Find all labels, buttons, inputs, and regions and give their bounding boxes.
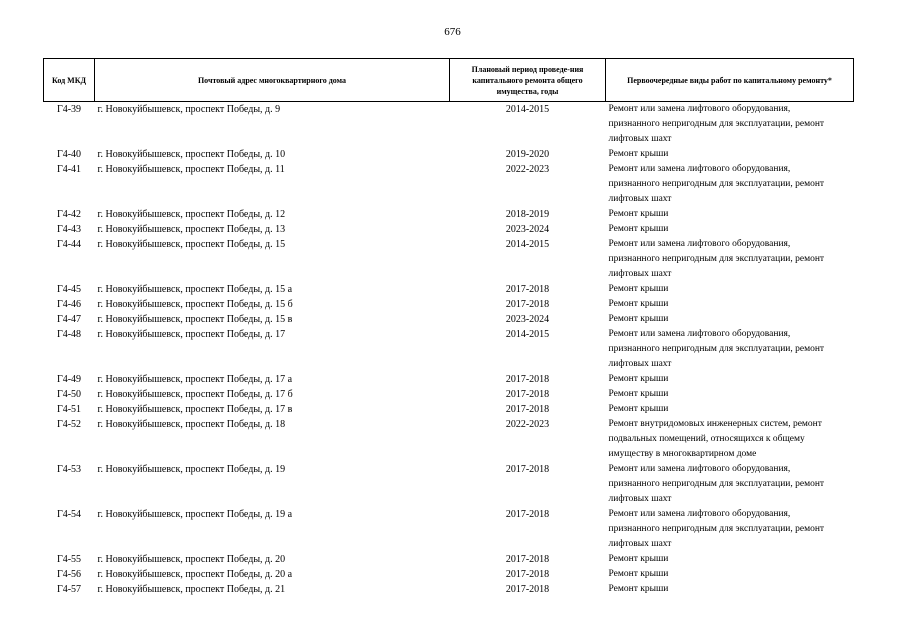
- row-works: Ремонт крыши: [608, 299, 669, 309]
- row-address: г. Новокуйбышевск, проспект Победы, д. 19 а: [97, 509, 293, 520]
- row-period: 2014-2015: [505, 104, 550, 115]
- table-row: [44, 327, 854, 372]
- row-code: Г4-50: [56, 389, 82, 400]
- row-works: Ремонт или замена лифтового оборудования, признанного непригодным для эксплуатации, ремонт лифтовых шахт: [608, 464, 825, 504]
- table-row: [44, 372, 854, 387]
- row-address: г. Новокуйбышевск, проспект Победы, д. 17 а: [97, 374, 293, 385]
- row-works: Ремонт крыши: [608, 314, 669, 324]
- row-code: Г4-53: [56, 464, 82, 475]
- table-row: [44, 507, 854, 552]
- row-code: Г4-48: [56, 329, 82, 340]
- row-code: Г4-51: [56, 404, 82, 415]
- row-code: Г4-49: [56, 374, 82, 385]
- row-code: Г4-46: [56, 299, 82, 310]
- row-period: 2017-2018: [505, 584, 550, 595]
- row-works: Ремонт крыши: [608, 569, 669, 579]
- table-body: [44, 102, 854, 598]
- row-address: г. Новокуйбышевск, проспект Победы, д. 15 в: [97, 314, 293, 325]
- row-works: Ремонт крыши: [608, 149, 669, 159]
- row-period: 2017-2018: [505, 284, 550, 295]
- row-works: Ремонт крыши: [608, 554, 669, 564]
- row-code: Г4-57: [56, 584, 82, 595]
- row-period: 2018-2019: [505, 209, 550, 220]
- table-row: [44, 387, 854, 402]
- row-works: Ремонт или замена лифтового оборудования, признанного непригодным для эксплуатации, ремонт лифтовых шахт: [608, 509, 825, 549]
- row-code: Г4-42: [56, 209, 82, 220]
- table-row: [44, 147, 854, 162]
- row-period: 2017-2018: [505, 509, 550, 520]
- row-works: Ремонт крыши: [608, 404, 669, 414]
- table-row: [44, 312, 854, 327]
- table-row: [44, 402, 854, 417]
- row-address: г. Новокуйбышевск, проспект Победы, д. 12: [97, 209, 286, 220]
- row-period: 2022-2023: [505, 419, 550, 430]
- row-code: Г4-55: [56, 554, 82, 565]
- table-row: [44, 222, 854, 237]
- row-address: г. Новокуйбышевск, проспект Победы, д. 17 в: [97, 404, 293, 415]
- row-works: Ремонт крыши: [608, 209, 669, 219]
- table-row: [44, 162, 854, 207]
- table-row: [44, 567, 854, 582]
- row-address: г. Новокуйбышевск, проспект Победы, д. 11: [97, 164, 285, 175]
- row-address: г. Новокуйбышевск, проспект Победы, д. 9: [97, 104, 281, 115]
- header-period: Плановый период проведе-ния капитального ремонта общего имущества, годы: [450, 59, 606, 102]
- row-address: г. Новокуйбышевск, проспект Победы, д. 20: [97, 554, 286, 565]
- header-works: Первоочередные виды работ по капитальному ремонту*: [606, 59, 854, 102]
- row-code: Г4-47: [56, 314, 82, 325]
- row-works: Ремонт крыши: [608, 224, 669, 234]
- row-period: 2017-2018: [505, 374, 550, 385]
- row-code: Г4-45: [56, 284, 82, 295]
- row-works: Ремонт крыши: [608, 374, 669, 384]
- row-address: г. Новокуйбышевск, проспект Победы, д. 19: [97, 464, 286, 475]
- header-address: Почтовый адрес многоквартирного дома: [95, 59, 450, 102]
- table-row: [44, 552, 854, 567]
- row-code: Г4-40: [56, 149, 82, 160]
- row-works: Ремонт или замена лифтового оборудования, признанного непригодным для эксплуатации, ремонт лифтовых шахт: [608, 164, 825, 204]
- row-address: г. Новокуйбышевск, проспект Победы, д. 18: [97, 419, 286, 430]
- row-period: 2017-2018: [505, 389, 550, 400]
- capital-repair-table: [43, 58, 854, 597]
- row-period: 2014-2015: [505, 329, 550, 340]
- table-row: [44, 582, 854, 597]
- row-address: г. Новокуйбышевск, проспект Победы, д. 13: [97, 224, 286, 235]
- table-row: [44, 282, 854, 297]
- row-period: 2014-2015: [505, 239, 550, 250]
- row-works: Ремонт или замена лифтового оборудования, признанного непригодным для эксплуатации, ремонт лифтовых шахт: [608, 239, 825, 279]
- row-period: 2017-2018: [505, 299, 550, 310]
- row-code: Г4-41: [56, 164, 82, 175]
- row-period: 2017-2018: [505, 569, 550, 580]
- header-code: Код МКД: [44, 59, 95, 102]
- row-address: г. Новокуйбышевск, проспект Победы, д. 20 а: [97, 569, 293, 580]
- row-code: Г4-56: [56, 569, 82, 580]
- table-header-row: [44, 59, 854, 102]
- table-row: [44, 297, 854, 312]
- row-code: Г4-54: [56, 509, 82, 520]
- row-address: г. Новокуйбышевск, проспект Победы, д. 21: [97, 584, 286, 595]
- row-period: 2019-2020: [505, 149, 550, 160]
- page-number: 676: [444, 26, 461, 38]
- row-address: г. Новокуйбышевск, проспект Победы, д. 10: [97, 149, 286, 160]
- row-address: г. Новокуйбышевск, проспект Победы, д. 15: [97, 239, 286, 250]
- row-works: Ремонт крыши: [608, 584, 669, 594]
- row-period: 2017-2018: [505, 404, 550, 415]
- row-code: Г4-43: [56, 224, 82, 235]
- row-code: Г4-39: [56, 104, 82, 115]
- row-address: г. Новокуйбышевск, проспект Победы, д. 17 б: [97, 389, 293, 400]
- row-works: Ремонт или замена лифтового оборудования, признанного непригодным для эксплуатации, ремонт лифтовых шахт: [608, 104, 825, 144]
- row-period: 2017-2018: [505, 464, 550, 475]
- row-address: г. Новокуйбышевск, проспект Победы, д. 15 б: [97, 299, 293, 310]
- row-works: Ремонт крыши: [608, 284, 669, 294]
- table-row: [44, 237, 854, 282]
- row-code: Г4-44: [56, 239, 82, 250]
- table-row: [44, 417, 854, 462]
- row-works: Ремонт или замена лифтового оборудования, признанного непригодным для эксплуатации, ремонт лифтовых шахт: [608, 329, 825, 369]
- row-works: Ремонт внутридомовых инженерных систем, ремонт подвальных помещений, относящихся к общему имуществу в многоквартирном доме: [608, 419, 822, 459]
- row-works: Ремонт крыши: [608, 389, 669, 399]
- row-period: 2023-2024: [505, 314, 550, 325]
- row-address: г. Новокуйбышевск, проспект Победы, д. 15 а: [97, 284, 293, 295]
- table-row: [44, 462, 854, 507]
- table-row: [44, 207, 854, 222]
- row-code: Г4-52: [56, 419, 82, 430]
- row-period: 2022-2023: [505, 164, 550, 175]
- row-period: 2023-2024: [505, 224, 550, 235]
- row-period: 2017-2018: [505, 554, 550, 565]
- table-row: [44, 102, 854, 148]
- row-address: г. Новокуйбышевск, проспект Победы, д. 17: [97, 329, 286, 340]
